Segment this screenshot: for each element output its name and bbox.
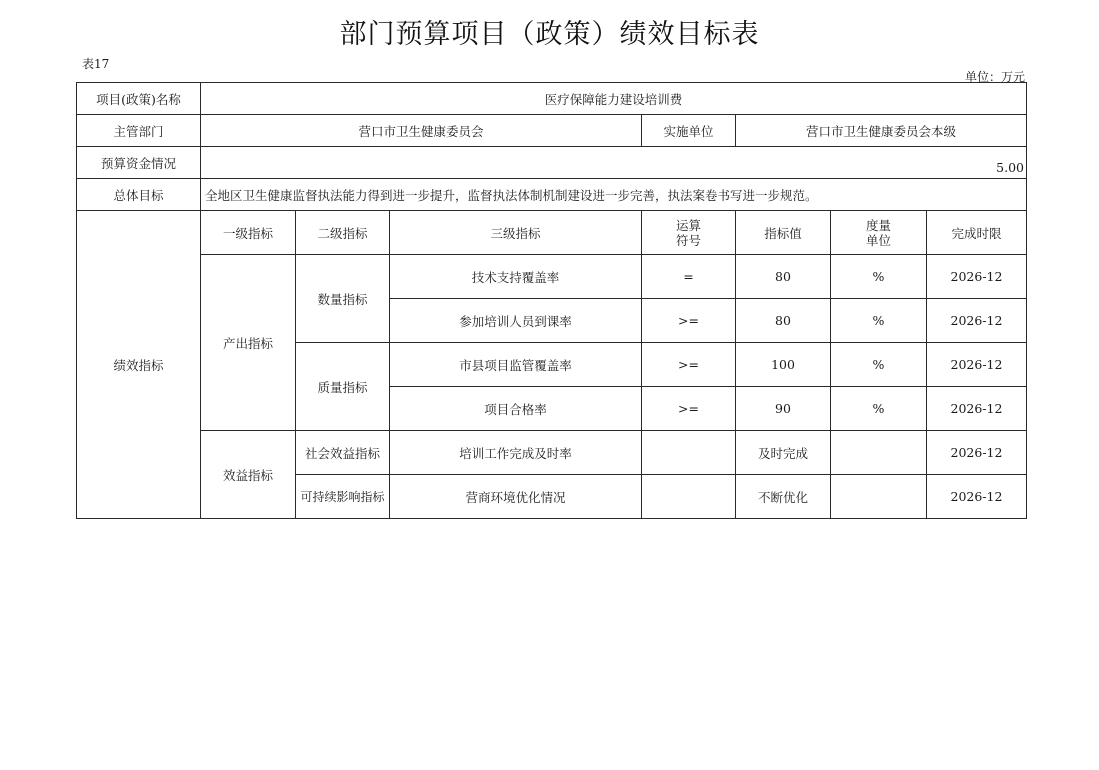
indicator-name: 市县项目监管覆盖率	[390, 343, 642, 387]
header-level1: 一级指标	[201, 211, 296, 255]
budget-row	[77, 147, 1027, 179]
indicator-operator: >=	[642, 343, 736, 387]
implementing-unit-label: 实施单位	[642, 115, 736, 147]
header-measure-line1: 度量	[865, 217, 891, 233]
overall-goal-label: 总体目标	[77, 179, 201, 211]
performance-indicators-label: 绩效指标	[77, 211, 201, 519]
output-indicator-label: 产出指标	[201, 255, 296, 431]
indicator-deadline: 2026-12	[927, 255, 1027, 299]
header-operator-line2: 符号	[675, 232, 701, 248]
indicator-name: 参加培训人员到课率	[390, 299, 642, 343]
social-benefit-label: 社会效益指标	[296, 431, 390, 475]
indicator-operator: >=	[642, 387, 736, 431]
indicator-value: 90	[736, 387, 831, 431]
indicator-value: 不断优化	[736, 475, 831, 519]
performance-goal-sheet	[76, 82, 1026, 532]
indicator-value: 80	[736, 299, 831, 343]
indicator-unit: %	[831, 343, 927, 387]
unit-label: 单位：万元	[964, 70, 1025, 84]
department-value: 营口市卫生健康委员会	[201, 115, 642, 147]
indicator-operator: >=	[642, 299, 736, 343]
indicator-name: 培训工作完成及时率	[390, 431, 642, 475]
table-row	[77, 255, 1027, 299]
indicator-unit	[831, 475, 927, 519]
department-label: 主管部门	[77, 115, 201, 147]
benefit-indicator-label: 效益指标	[201, 431, 296, 519]
indicator-name: 项目合格率	[390, 387, 642, 431]
header-level3: 三级指标	[390, 211, 642, 255]
indicator-unit: %	[831, 255, 927, 299]
project-name-label: 项目(政策)名称	[77, 83, 201, 115]
project-name-value: 医疗保障能力建设培训费	[201, 83, 1027, 115]
indicator-header-row	[77, 211, 1027, 255]
indicator-unit: %	[831, 299, 927, 343]
header-deadline: 完成时限	[927, 211, 1027, 255]
indicator-value: 80	[736, 255, 831, 299]
indicator-name: 营商环境优化情况	[390, 475, 642, 519]
budget-label: 预算资金情况	[77, 147, 201, 179]
document-title: 部门预算项目（政策）绩效目标表	[339, 19, 760, 50]
header-operator	[642, 211, 736, 255]
header-value: 指标值	[736, 211, 831, 255]
overall-goal-value: 全地区卫生健康监督执法能力得到进一步提升，监督执法体制机制建设进一步完善，执法案卷书写进一步规范。	[201, 179, 1027, 211]
sustainable-impact-label: 可持续影响指标	[296, 475, 390, 519]
budget-value: 5.00	[201, 147, 1027, 179]
implementing-unit-value: 营口市卫生健康委员会本级	[736, 115, 1027, 147]
table-number: 表17	[82, 57, 110, 71]
indicator-operator	[642, 431, 736, 475]
project-name-row	[77, 83, 1027, 115]
indicator-value: 及时完成	[736, 431, 831, 475]
indicator-operator: =	[642, 255, 736, 299]
header-measure-unit	[831, 211, 927, 255]
table-row	[77, 431, 1027, 475]
indicator-deadline: 2026-12	[927, 431, 1027, 475]
quantity-indicator-label: 数量指标	[296, 255, 390, 343]
header-measure-line2: 单位	[865, 232, 891, 248]
indicator-deadline: 2026-12	[927, 387, 1027, 431]
header-level2: 二级指标	[296, 211, 390, 255]
quality-indicator-label: 质量指标	[296, 343, 390, 431]
indicator-unit: %	[831, 387, 927, 431]
indicator-name: 技术支持覆盖率	[390, 255, 642, 299]
indicator-operator	[642, 475, 736, 519]
indicator-deadline: 2026-12	[927, 475, 1027, 519]
department-row	[77, 115, 1027, 147]
indicator-deadline: 2026-12	[927, 343, 1027, 387]
indicator-deadline: 2026-12	[927, 299, 1027, 343]
indicator-unit	[831, 431, 927, 475]
indicator-value: 100	[736, 343, 831, 387]
overall-goal-row	[77, 179, 1027, 211]
header-operator-line1: 运算	[675, 217, 701, 233]
performance-goal-table	[76, 82, 1027, 519]
